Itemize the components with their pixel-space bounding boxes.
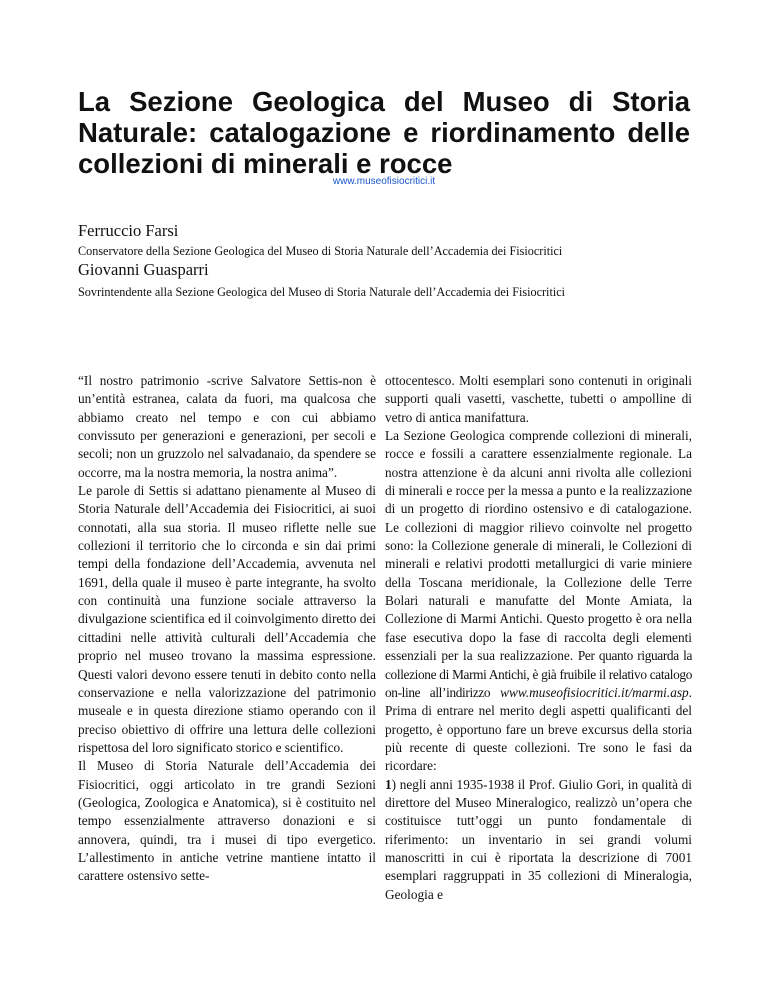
item-number: 1: [385, 776, 392, 792]
history-intro: Prima di entrare nel merito degli aspetti qualificanti del progetto, è opportuno fare un breve excursus della storia più recente di queste collezioni. Tre sono le fasi da ricordare:: [385, 703, 692, 774]
catalog-note: Per quanto riguarda la collezione di Marmi Antichi, è già fruibile il relativo catalogo on-line all’indirizzo: [385, 648, 692, 700]
website-link[interactable]: www.museofisiocritici.it: [332, 176, 436, 187]
author-name-2: Giovanni Guasparri: [78, 260, 209, 279]
author-affiliation-2: Sovrintendente alla Sezione Geologica del Museo di Storia Naturale dell’Accademia dei Fisiocritici: [78, 285, 566, 299]
catalog-link-period: .: [688, 684, 692, 700]
catalog-link[interactable]: www.museofisiocritici.it/marmi.asp: [500, 684, 689, 700]
paragraph-continuation: ottocentesco. Molti esemplari sono contenuti in originali supporti quali vasetti, vaschette, tubetti o ampolline di vetro di antica manifattura.: [385, 373, 692, 425]
item-text: ) negli anni 1935-1938 il Prof. Giulio Gori, in qualità di direttore del Museo Mineralogico, realizzò un’opera che costituisce tutt’oggi un punto fondamentale di riferimento: un inventario in sei grandi volumi manoscritti in cui è riportata la descrizione di 7001 esemplari raggruppati in 35 collezioni di Mineralogia, Geologia e: [385, 776, 692, 902]
history-item-1: [385, 776, 692, 904]
body-column-right: [385, 372, 692, 904]
paragraph-quote: “Il nostro patrimonio -scrive Salvatore Settis-non è un’entità estranea, calata da fuori, ma qualcosa che abbiamo creato nel tempo e con cui abbiamo convissuto per generazioni e generazioni, per secoli e secoli; non un gruzzolo nel salvadanaio, da spendere se occorre, ma la nostra memoria, la nostra anima”.: [78, 373, 376, 480]
paragraph-settis: Le parole di Settis si adattano pienamente al Museo di Storia Naturale dell’Accademia dei Fisiocritici, ai suoi connotati, alla sua storia. Il museo riflette nelle sue collezioni il territorio che lo circonda e sin dai primi tempi della fondazione dell’Accademia, avvenuta nel 1691, della quale il museo è parte integrante, ha svolto con continuità una funzione sociale attraverso la divulgazione scientifica ed il coinvolgimento diretto dei cittadini nelle attività culturali dell’Accademia che proprio nel museo trovano la massima espressione. Questi valori devono essere tenuti in debito conto nella conservazione e nella valorizzazione del patrimonio museale e in questa direzione stiamo operando con il preciso obiettivo di offrire una lettura delle collezioni rispettosa del loro significato storico e scientifico.: [78, 483, 376, 755]
paper-title: La Sezione Geologica del Museo di Storia Naturale: catalogazione e riordinamento delle collezioni di minerali e rocce: [78, 86, 690, 179]
paragraph-section: [385, 427, 692, 776]
paragraph-museum: Il Museo di Storia Naturale dell’Accademia dei Fisiocritici, oggi articolato in tre grandi Sezioni (Geologica, Zoologica e Anatomica), si è costituito nel tempo essenzialmente attraverso donazioni e si annovera, quindi, tra i musei di tipo evergetico. L’allestimento in antiche vetrine mantiene intatto il carattere ostensivo sette-: [78, 758, 376, 884]
author-affiliation-1: Conservatore della Sezione Geologica del Museo di Storia Naturale dell’Accademia dei Fisiocritici: [78, 244, 563, 258]
body-column-left: [78, 372, 376, 886]
section-description: La Sezione Geologica comprende collezioni di minerali, rocce e fossili a carattere essenzialmente regionale. La nostra attenzione è da alcuni anni rivolta alle collezioni di minerali e rocce per la messa a punto e la realizzazione di un progetto di riordino ostensivo e di catalogazione. Le collezioni di maggior rilievo coinvolte nel progetto sono: la Collezione generale di minerali, le Collezioni di minerali e relativi prodotti metallurgici di varie miniere della Toscana meridionale, la Collezione delle Terre Bolari naturali e manufatte del Monte Amiata, la Collezione di Marmi Antichi. Questo progetto è ora nella fase esecutiva dopo la fase di raccolta degli elementi essenziali per la sua realizzazione.: [385, 428, 692, 664]
author-name-1: Ferruccio Farsi: [78, 221, 179, 240]
